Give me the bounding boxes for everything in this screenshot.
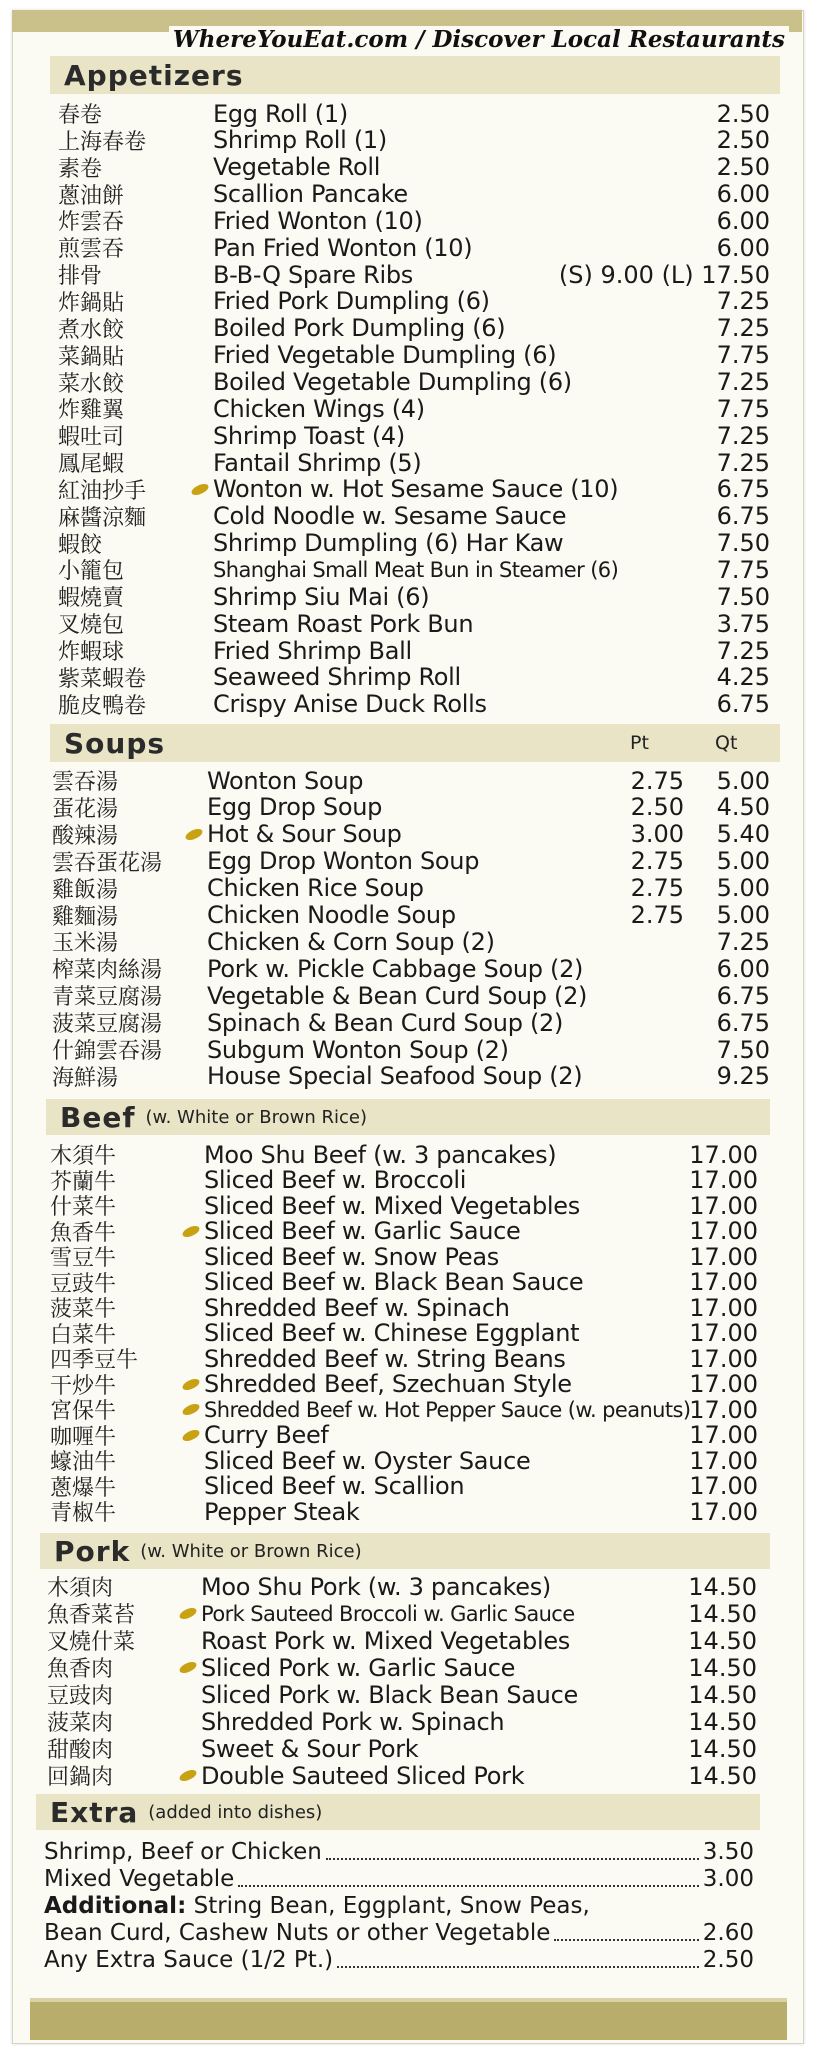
item-english-name: Pepper Steak [204,1497,360,1526]
item-price: 17.00 [689,1497,758,1526]
item-chinese-name: 炸蝦球 [58,640,125,665]
item-chinese-name: 蛋花湯 [52,796,119,822]
item-price: 17.00 [689,1421,758,1449]
item-price: 14.50 [688,1599,757,1628]
appetizers-title: Appetizers [64,58,244,92]
item-price: 14.50 [688,1734,757,1763]
item-english-name: Chicken Rice Soup [207,874,424,903]
item-price: 17.00 [689,1370,758,1398]
item-chinese-name: 叉燒包 [58,613,125,639]
item-price: 6.00 [716,233,770,262]
item-english-name: Double Sauteed Sliced Pork [201,1761,525,1790]
menu-item [58,315,770,342]
item-chinese-name: 什錦雲吞湯 [52,1039,163,1064]
menu-item [47,1735,757,1762]
item-price: 6.75 [716,502,770,531]
menu-item [58,181,770,208]
item-chinese-name: 菜水餃 [58,371,125,397]
item-chinese-name: 菠菜肉 [47,1711,114,1736]
item-english-name: Wonton w. Hot Sesame Sauce (10) [213,475,619,504]
extra-sauce-price: 2.50 [702,1946,754,1973]
item-chinese-name: 雞飯湯 [52,877,119,903]
item-english-name: Fried Wonton (10) [213,206,423,235]
item-price: 14.50 [688,1572,757,1601]
item-price: 17.00 [689,1268,758,1296]
item-chinese-name: 紅油抄手 [58,478,147,504]
menu-item [52,1009,770,1036]
item-chinese-name: 菠菜豆腐湯 [52,1012,163,1038]
item-english-name: Sliced Beef w. Oyster Sauce [204,1446,531,1475]
item-chinese-name: 咖喱牛 [50,1424,117,1450]
menu-item [52,821,770,848]
item-price-quart: 7.50 [716,1035,770,1064]
item-english-name: Shredded Beef w. Hot Pepper Sauce (w. peanuts) [204,1397,691,1422]
item-english-name: Egg Drop Soup [207,793,383,822]
item-price: 7.50 [716,582,770,611]
menu-item [58,288,770,315]
menu-item [58,234,770,261]
item-price: 17.00 [689,1395,758,1424]
item-english-name: Hot & Sour Soup [207,820,402,849]
item-english-name: Chicken Noodle Soup [207,901,456,929]
extra-additional-items: String Bean, Eggplant, Snow Peas, [186,1892,590,1919]
item-english-name: Scallion Pancake [213,180,408,209]
menu-item [52,767,770,794]
item-price: 6.00 [716,206,770,235]
menu-item [58,637,770,664]
item-price: 7.25 [716,421,770,450]
item-english-name: Shredded Beef w. String Beans [204,1344,566,1373]
item-price: 6.75 [716,475,770,504]
item-chinese-name: 甜酸肉 [47,1738,114,1763]
item-price: 14.50 [688,1653,757,1682]
item-price: 17.00 [689,1446,758,1475]
menu-item [52,1036,770,1063]
extra-additional-text [44,1893,590,1919]
item-english-name: Boiled Vegetable Dumpling (6) [213,368,572,396]
item-english-name: Shrimp Siu Mai (6) [213,582,430,611]
item-english-name: Shanghai Small Meat Bun in Steamer (6) [213,557,619,582]
item-chinese-name: 脆皮鴨卷 [58,693,147,719]
beef-subtitle: (w. White or Brown Rice) [145,1106,367,1128]
item-english-name: Egg Drop Wonton Soup [207,847,480,876]
item-english-name: Pork w. Pickle Cabbage Soup (2) [207,954,584,983]
item-english-name: Sliced Beef w. Broccoli [204,1166,467,1194]
item-chinese-name: 蝦吐司 [58,425,125,451]
item-chinese-name: 蝦燒賣 [58,586,125,612]
soups-header [50,724,780,762]
item-chinese-name: 紫菜蝦卷 [58,666,147,692]
item-chinese-name: 蔥爆牛 [50,1475,117,1501]
item-price: 7.75 [716,394,770,423]
item-chinese-name: 青菜豆腐湯 [52,985,163,1011]
item-english-name: Egg Roll (1) [213,99,348,128]
item-english-name: Fried Shrimp Ball [213,636,412,665]
extra-sauce-label: Any Extra Sauce (1/2 Pt.) [44,1946,334,1973]
item-price-quart: 5.00 [716,874,770,903]
soups-qt-header: Qt [715,732,738,754]
item-english-name: Cold Noodle w. Sesame Sauce [213,502,567,531]
item-english-name: Chicken Wings (4) [213,394,425,423]
item-english-name: Shrimp Roll (1) [213,126,387,155]
item-english-name: Spinach & Bean Curd Soup (2) [207,1008,564,1037]
extra-veg-label: Mixed Vegetable [44,1865,235,1892]
item-chinese-name: 煎雲吞 [58,237,125,263]
item-english-name: Sweet & Sour Pork [201,1734,419,1763]
menu-item [50,1498,758,1525]
item-chinese-name: 排骨 [58,264,103,290]
item-price: 14.50 [688,1707,757,1736]
item-price: 17.00 [689,1472,758,1500]
pork-header [40,1533,770,1569]
extra-line-veg [44,1865,754,1892]
item-chinese-name: 木須牛 [50,1144,117,1169]
leader-dots [337,1952,699,1968]
item-price: 7.75 [716,555,770,584]
item-chinese-name: 麻醬涼麵 [58,505,147,531]
menu-item [58,127,770,154]
item-chinese-name: 炸雲吞 [58,210,125,236]
item-price-quart: 5.00 [716,847,770,876]
item-price-pint: 2.50 [630,793,684,822]
extra-other-veg-label: Bean Curd, Cashew Nuts or other Vegetable [44,1919,551,1946]
item-english-name: Shredded Beef, Szechuan Style [204,1370,572,1398]
item-price: 2.50 [716,126,770,155]
item-price: 17.00 [689,1217,758,1245]
item-price-pint: 2.75 [630,874,684,903]
item-english-name: Sliced Beef w. Black Bean Sauce [204,1268,584,1296]
item-price: 7.25 [716,636,770,665]
item-chinese-name: 上海春卷 [58,129,147,155]
extra-header [36,1794,760,1830]
item-chinese-name: 炸雞翼 [58,398,125,424]
item-price: 17.00 [689,1140,758,1169]
menu-item [52,982,770,1009]
item-price: (S) 9.00 (L) 17.50 [558,260,770,289]
item-price-pint: 2.75 [630,847,684,876]
menu-item [47,1600,757,1627]
item-chinese-name: 鳳尾蝦 [58,452,125,478]
item-price: 17.00 [689,1344,758,1373]
item-chinese-name: 豆豉肉 [47,1684,114,1709]
item-english-name: Fried Vegetable Dumpling (6) [213,341,557,370]
item-price-quart: 6.75 [716,1008,770,1037]
item-chinese-name: 木須肉 [47,1576,114,1601]
item-price-quart: 7.25 [716,927,770,956]
item-price-quart: 6.00 [716,954,770,983]
extra-veg-price: 3.00 [702,1865,754,1892]
item-chinese-name: 蔥油餅 [58,183,125,209]
menu-item [47,1681,757,1708]
item-price-pint: 2.75 [630,901,684,929]
menu-item [58,556,770,583]
item-price: 17.00 [689,1166,758,1194]
item-english-name: Crispy Anise Duck Rolls [213,690,487,719]
item-chinese-name: 蠔油牛 [50,1450,117,1475]
item-english-name: Sliced Beef w. Mixed Vegetables [204,1191,580,1220]
menu-item [58,207,770,234]
menu-item [58,395,770,422]
item-chinese-name: 菜鍋貼 [58,344,125,370]
item-english-name: Wonton Soup [207,766,364,795]
menu-item [58,583,770,610]
item-chinese-name: 宮保牛 [50,1399,117,1424]
item-price: 14.50 [688,1761,757,1790]
item-english-name: Shrimp Toast (4) [213,421,405,450]
leader-dots [238,1871,698,1887]
item-chinese-name: 芥蘭牛 [50,1169,117,1195]
extra-line-additional [44,1892,754,1919]
item-english-name: House Special Seafood Soup (2) [207,1062,583,1091]
item-english-name: Chicken & Corn Soup (2) [207,927,495,956]
item-price-quart: 5.00 [716,766,770,795]
item-english-name: Shrimp Dumpling (6) Har Kaw [213,529,564,558]
appetizers-header [50,56,780,94]
menu-item [52,1063,770,1090]
item-english-name: Sliced Pork w. Garlic Sauce [201,1653,516,1682]
item-english-name: Moo Shu Pork (w. 3 pancakes) [201,1572,551,1601]
extra-line-sauce [44,1946,754,1973]
item-price: 7.25 [716,448,770,477]
item-chinese-name: 魚香肉 [47,1657,114,1682]
item-price: 7.50 [716,529,770,558]
item-chinese-name: 酸辣湯 [52,823,119,849]
menu-item [58,100,770,127]
menu-item [47,1708,757,1735]
extra-other-veg-price: 2.60 [702,1919,754,1946]
item-english-name: Roast Pork w. Mixed Vegetables [201,1626,570,1655]
item-english-name: Vegetable & Bean Curd Soup (2) [207,981,588,1010]
item-price-pint: 2.75 [630,766,684,795]
item-english-name: Fantail Shrimp (5) [213,448,422,477]
site-watermark: WhereYouEat.com / Discover Local Restaurants [169,26,789,53]
item-chinese-name: 魚香菜苔 [47,1603,136,1628]
item-price: 2.50 [716,153,770,182]
item-english-name: Pork Sauteed Broccoli w. Garlic Sauce [201,1601,575,1626]
menu-item [52,875,770,902]
extra-meat-price: 3.50 [702,1838,754,1865]
item-chinese-name: 菠菜牛 [50,1297,117,1322]
item-chinese-name: 叉燒什菜 [47,1630,136,1655]
menu-item [47,1573,757,1600]
item-english-name: Boiled Pork Dumpling (6) [213,314,506,343]
menu-item [47,1762,757,1789]
menu-item [47,1627,757,1654]
item-price: 2.50 [716,99,770,128]
item-english-name: B-B-Q Spare Ribs [213,260,413,289]
item-chinese-name: 干炒牛 [50,1373,117,1399]
item-chinese-name: 魚香牛 [50,1220,117,1246]
menu-item [47,1654,757,1681]
pork-subtitle: (w. White or Brown Rice) [140,1540,362,1562]
item-chinese-name: 青椒牛 [50,1501,117,1526]
menu-item [58,691,770,718]
item-price-quart: 4.50 [716,793,770,822]
item-chinese-name: 雲吞湯 [52,770,119,795]
extra-title: Extra [50,1795,139,1829]
beef-header [46,1099,770,1135]
menu-item [58,369,770,396]
item-price: 17.00 [689,1242,758,1271]
item-english-name: Moo Shu Beef (w. 3 pancakes) [204,1140,557,1169]
item-chinese-name: 白菜牛 [50,1322,117,1348]
item-english-name: Seaweed Shrimp Roll [213,663,461,692]
item-price-quart: 6.75 [716,981,770,1010]
item-english-name: Curry Beef [204,1421,329,1449]
item-price: 14.50 [688,1626,757,1655]
item-chinese-name: 回鍋肉 [47,1765,114,1790]
menu-item [58,610,770,637]
menu-item [52,902,770,929]
soups-pt-header: Pt [630,732,649,754]
item-price: 14.50 [688,1680,757,1709]
item-chinese-name: 榨菜肉絲湯 [52,958,163,984]
item-chinese-name: 雲吞蛋花湯 [52,850,163,876]
item-english-name: Shredded Beef w. Spinach [204,1293,510,1322]
menu-item [58,342,770,369]
item-price-pint: 3.00 [630,820,684,849]
menu-item [58,154,770,181]
item-english-name: Steam Roast Pork Bun [213,609,474,638]
item-english-name: Sliced Pork w. Black Bean Sauce [201,1680,578,1709]
menu-item [52,794,770,821]
menu-item [52,928,770,955]
item-price: 7.25 [716,368,770,396]
leader-dots [326,1844,699,1860]
pork-title: Pork [54,1534,131,1568]
leader-dots [554,1925,698,1941]
soups-title: Soups [64,726,166,760]
item-english-name: Pan Fried Wonton (10) [213,233,473,262]
extra-line-other-veg [44,1919,754,1946]
item-chinese-name: 素卷 [58,156,103,182]
extra-additional-label: Additional: [44,1892,187,1919]
item-chinese-name: 四季豆牛 [50,1348,139,1373]
menu-item [58,422,770,449]
item-english-name: Subgum Wonton Soup (2) [207,1035,509,1064]
menu-item [58,530,770,557]
menu-item [58,449,770,476]
item-chinese-name: 什菜牛 [50,1195,117,1220]
bottom-band [30,1998,787,2040]
item-english-name: Sliced Beef w. Scallion [204,1472,465,1500]
item-price-quart: 5.40 [716,820,770,849]
menu-item [58,503,770,530]
item-chinese-name: 雞麵湯 [52,904,119,930]
item-price-quart: 9.25 [716,1062,770,1091]
item-price: 6.00 [716,180,770,209]
item-english-name: Shredded Pork w. Spinach [201,1707,505,1736]
item-chinese-name: 海鮮湯 [52,1065,119,1091]
item-chinese-name: 豆豉牛 [50,1271,117,1297]
item-chinese-name: 蝦餃 [58,532,103,558]
menu-item [58,664,770,691]
extra-subtitle: (added into dishes) [148,1801,323,1823]
menu-item [52,955,770,982]
item-price-quart: 5.00 [716,901,770,929]
extra-meat-label: Shrimp, Beef or Chicken [44,1838,322,1865]
item-price: 7.75 [716,341,770,370]
item-chinese-name: 小籠包 [58,559,125,585]
item-english-name: Sliced Beef w. Garlic Sauce [204,1217,521,1245]
item-price: 17.00 [689,1319,758,1347]
item-price: 4.25 [716,663,770,692]
item-price: 6.75 [716,690,770,719]
item-english-name: Fried Pork Dumpling (6) [213,287,490,316]
item-chinese-name: 雪豆牛 [50,1246,117,1271]
extra-line-meat [44,1838,754,1865]
menu-item [58,476,770,503]
item-price: 7.25 [716,287,770,316]
item-english-name: Vegetable Roll [213,153,381,182]
item-chinese-name: 炸鍋貼 [58,290,125,316]
item-price: 17.00 [689,1191,758,1220]
item-english-name: Sliced Beef w. Snow Peas [204,1242,499,1271]
item-price: 3.75 [716,609,770,638]
menu-item [58,261,770,288]
beef-title: Beef [60,1100,136,1134]
item-chinese-name: 春卷 [58,103,103,128]
item-chinese-name: 玉米湯 [52,931,119,957]
menu-item [52,848,770,875]
item-english-name: Sliced Beef w. Chinese Eggplant [204,1319,580,1347]
item-chinese-name: 煮水餃 [58,317,125,343]
item-price: 7.25 [716,314,770,343]
item-price: 17.00 [689,1293,758,1322]
